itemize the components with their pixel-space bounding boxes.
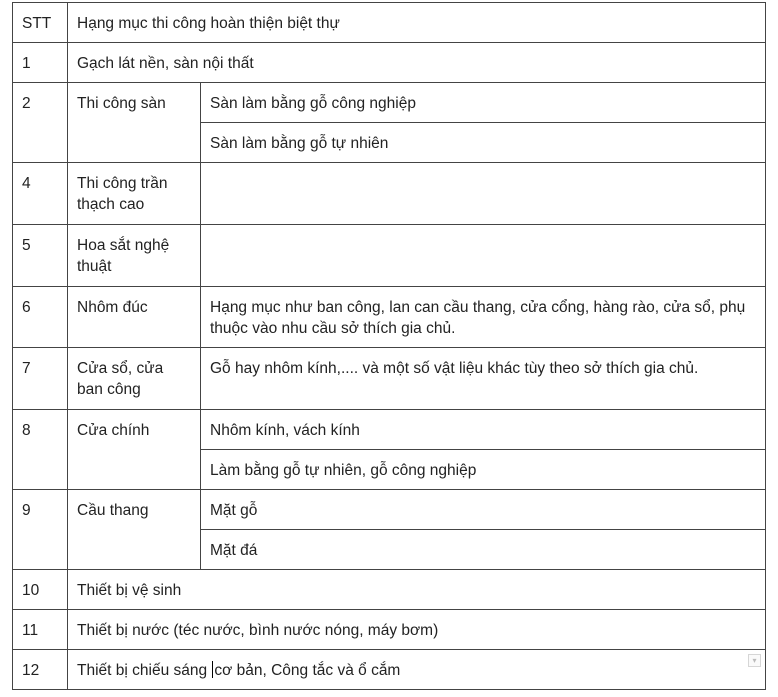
cell-detail[interactable]: Hạng mục như ban công, lan can cầu thang, cửa cổng, hàng rào, cửa sổ, phụ thuộc vào nhu cầu sở thích gia chủ.: [201, 287, 766, 348]
cell-detail[interactable]: Gỗ hay nhôm kính,.... và một số vật liệu khác tùy theo sở thích gia chủ.: [201, 348, 766, 410]
table-row: [13, 650, 766, 690]
header-category[interactable]: Hạng mục thi công hoàn thiện biệt thự: [68, 3, 766, 43]
table-header-row: [13, 3, 766, 43]
cell-item[interactable]: Cầu thang: [68, 490, 201, 570]
cell-item[interactable]: Thiết bị vệ sinh: [68, 570, 766, 610]
table-row: [13, 83, 766, 123]
table-row: [13, 43, 766, 83]
cell-detail[interactable]: Sàn làm bằng gỗ công nghiệp: [201, 83, 766, 123]
header-stt[interactable]: STT: [13, 3, 68, 43]
table-row: [13, 163, 766, 225]
cell-item[interactable]: Thi công trần thạch cao: [68, 163, 201, 225]
cell-detail[interactable]: [201, 225, 766, 287]
table-row: [13, 348, 766, 410]
cell-stt[interactable]: 11: [13, 610, 68, 650]
cell-stt[interactable]: 5: [13, 225, 68, 287]
table-row: [13, 570, 766, 610]
cell-item[interactable]: Thi công sàn: [68, 83, 201, 163]
cell-stt[interactable]: 12: [13, 650, 68, 690]
cell-stt[interactable]: 10: [13, 570, 68, 610]
cell-item[interactable]: Cửa sổ, cửa ban công: [68, 348, 201, 410]
table-row: [13, 610, 766, 650]
table-row: [13, 225, 766, 287]
cell-stt[interactable]: 4: [13, 163, 68, 225]
cell-stt[interactable]: 8: [13, 410, 68, 490]
table-row: [13, 410, 766, 450]
cell-text-after-caret: cơ bản, Công tắc và ổ cắm: [214, 662, 401, 679]
cell-stt[interactable]: 1: [13, 43, 68, 83]
cell-stt[interactable]: 9: [13, 490, 68, 570]
cell-item[interactable]: Nhôm đúc: [68, 287, 201, 348]
cell-item[interactable]: Hoa sắt nghệ thuật: [68, 225, 201, 287]
cell-item-editing[interactable]: [68, 650, 766, 690]
cell-detail[interactable]: Làm bằng gỗ tự nhiên, gỗ công nghiệp: [201, 450, 766, 490]
cell-stt[interactable]: 6: [13, 287, 68, 348]
table-row: [13, 490, 766, 530]
cell-text-before-caret: Thiết bị chiếu sáng: [77, 662, 212, 679]
cell-detail[interactable]: Mặt gỗ: [201, 490, 766, 530]
cell-item[interactable]: Gạch lát nền, sàn nội thất: [68, 43, 766, 83]
cell-detail[interactable]: [201, 163, 766, 225]
cell-stt[interactable]: 2: [13, 83, 68, 163]
chevron-down-icon[interactable]: ▾: [748, 654, 761, 667]
cell-detail[interactable]: Mặt đá: [201, 530, 766, 570]
cell-item[interactable]: Thiết bị nước (téc nước, bình nước nóng, máy bơm): [68, 610, 766, 650]
cell-detail[interactable]: Nhôm kính, vách kính: [201, 410, 766, 450]
construction-items-table: [12, 2, 766, 690]
cell-item[interactable]: Cửa chính: [68, 410, 201, 490]
cell-detail[interactable]: Sàn làm bằng gỗ tự nhiên: [201, 123, 766, 163]
cell-stt[interactable]: 7: [13, 348, 68, 410]
table-row: [13, 287, 766, 348]
